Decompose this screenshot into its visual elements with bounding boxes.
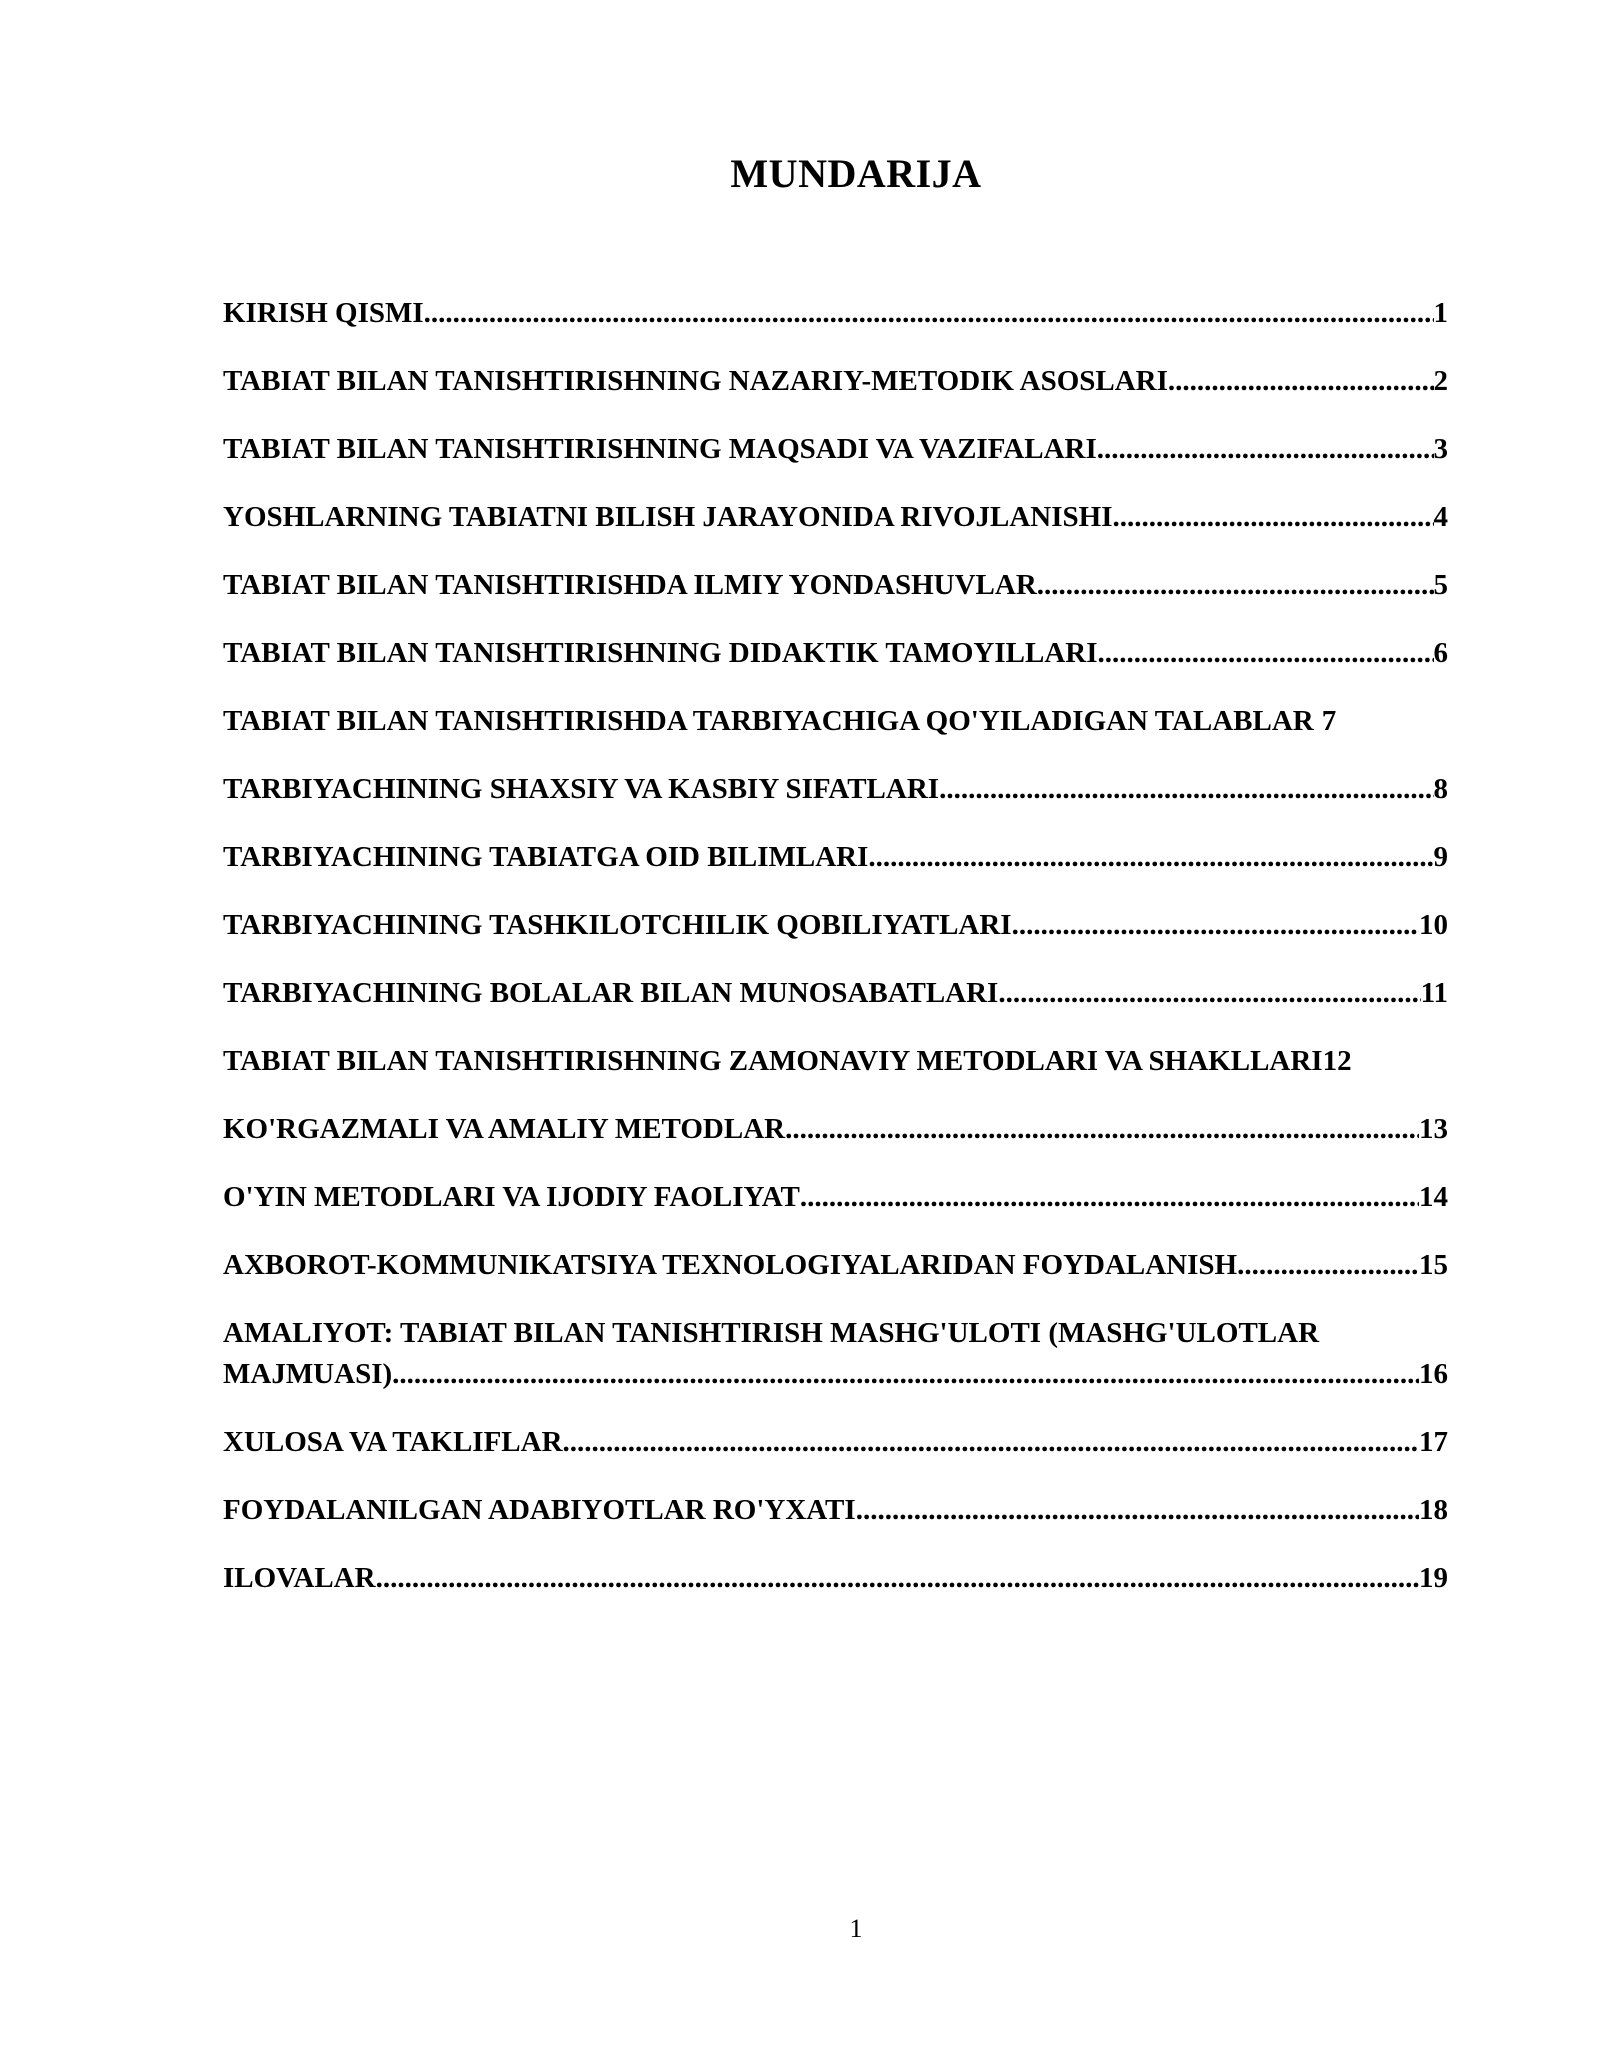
toc-entry[interactable] (223, 1109, 1448, 1150)
toc-entry[interactable] (223, 905, 1448, 946)
toc-leader-dots (868, 837, 1433, 878)
toc-leader-dots (1037, 565, 1434, 606)
toc-entry-page: 7 (1321, 705, 1337, 737)
table-of-contents (223, 293, 1448, 1626)
toc-leader-dots (392, 1354, 1419, 1395)
toc-entry-label: XULOSA VA TAKLIFLAR (223, 1426, 563, 1458)
toc-leader-dots (1097, 429, 1434, 470)
toc-entry-label-continued: MAJMUASI) (223, 1358, 393, 1390)
toc-leader-dots (1012, 905, 1419, 946)
toc-entry-page: 15 (1419, 1249, 1448, 1281)
toc-entry[interactable] (223, 1558, 1448, 1599)
toc-entry-label: TARBIYACHINING TABIATGA OID BILIMLARI (223, 841, 869, 873)
toc-entry-page: 18 (1419, 1494, 1448, 1526)
page-number: 1 (849, 1914, 863, 1943)
toc-entry-page: 4 (1433, 501, 1448, 533)
toc-leader-dots (785, 1109, 1419, 1150)
toc-entry-page: 5 (1433, 569, 1448, 601)
toc-entry[interactable] (223, 973, 1448, 1014)
toc-leader-dots (1237, 1245, 1419, 1286)
toc-entry-label: KO'RGAZMALI VA AMALIY METODLAR (223, 1113, 786, 1145)
toc-entry-page: 11 (1420, 977, 1448, 1009)
toc-entry-label: TABIAT BILAN TANISHTIRISHNING MAQSADI VA VAZIFALARI (223, 433, 1097, 465)
toc-entry-continuation (223, 1354, 1448, 1395)
toc-leader-dots (1168, 361, 1434, 402)
toc-entry-page: 6 (1433, 637, 1448, 669)
toc-entry-label: O'YIN METODLARI VA IJODIY FAOLIYAT (223, 1181, 800, 1213)
toc-entry[interactable] (223, 1490, 1448, 1531)
toc-entry-label: TABIAT BILAN TANISHTIRISHNING DIDAKTIK TAMOYILLARI (223, 637, 1098, 669)
toc-leader-dots (376, 1558, 1419, 1599)
toc-entry[interactable] (223, 1041, 1448, 1082)
toc-entry[interactable] (223, 293, 1448, 334)
toc-entry-label: AXBOROT-KOMMUNIKATSIYA TEXNOLOGIYALARIDAN FOYDALANISH (223, 1249, 1238, 1281)
toc-entry[interactable] (223, 837, 1448, 878)
toc-leader-dots (1098, 633, 1434, 674)
toc-leader-dots (563, 1422, 1419, 1463)
toc-entry-page: 12 (1322, 1045, 1352, 1077)
toc-entry[interactable] (223, 633, 1448, 674)
toc-entry-label: TABIAT BILAN TANISHTIRISHNING NAZARIY-METODIK ASOSLARI (223, 365, 1168, 397)
toc-entry-label: KIRISH QISMI (223, 297, 424, 329)
page-title: MUNDARIJA (730, 151, 982, 196)
toc-leader-dots (856, 1490, 1419, 1531)
toc-entry[interactable] (223, 701, 1448, 742)
toc-entry-page: 1 (1433, 297, 1448, 329)
toc-entry-page: 19 (1419, 1562, 1448, 1594)
toc-entry-label: TABIAT BILAN TANISHTIRISHDA ILMIY YONDASHUVLAR (223, 569, 1037, 601)
toc-entry-label: TABIAT BILAN TANISHTIRISHDA TARBIYACHIGA QO'YILADIGAN TALABLAR (223, 705, 1314, 737)
toc-entry-label: TARBIYACHINING SHAXSIY VA KASBIY SIFATLARI (223, 773, 940, 805)
toc-entry[interactable] (223, 429, 1448, 470)
toc-entry-page: 8 (1433, 773, 1448, 805)
toc-leader-dots (1113, 497, 1434, 538)
toc-entry[interactable] (223, 565, 1448, 606)
toc-leader-dots (800, 1177, 1419, 1218)
toc-entry-page: 2 (1433, 365, 1448, 397)
toc-entry[interactable] (223, 1313, 1448, 1395)
toc-entry-label: TABIAT BILAN TANISHTIRISHNING ZAMONAVIY METODLARI VA SHAKLLARI (223, 1045, 1323, 1077)
toc-entry-page: 10 (1419, 909, 1448, 941)
toc-entry-page: 16 (1419, 1358, 1448, 1390)
toc-entry-label: FOYDALANILGAN ADABIYOTLAR RO'YXATI (223, 1494, 856, 1526)
toc-entry-label: AMALIYOT: TABIAT BILAN TANISHTIRISH MASHG'ULOTI (MASHG'ULOTLAR (223, 1317, 1320, 1349)
toc-entry-label: ILOVALAR (223, 1562, 376, 1594)
toc-leader-dots (424, 293, 1434, 334)
toc-entry-page: 13 (1419, 1113, 1448, 1145)
toc-entry[interactable] (223, 1422, 1448, 1463)
toc-entry[interactable] (223, 361, 1448, 402)
toc-leader-dots (939, 769, 1433, 810)
toc-entry-page: 17 (1419, 1426, 1448, 1458)
toc-entry[interactable] (223, 1245, 1448, 1286)
toc-leader-dots (998, 973, 1420, 1014)
toc-entry-label: YOSHLARNING TABIATNI BILISH JARAYONIDA RIVOJLANISHI (223, 501, 1113, 533)
toc-entry-page: 14 (1419, 1181, 1448, 1213)
toc-entry-label: TARBIYACHINING TASHKILOTCHILIK QOBILIYATLARI (223, 909, 1012, 941)
toc-entry[interactable] (223, 769, 1448, 810)
toc-entry[interactable] (223, 497, 1448, 538)
toc-entry[interactable] (223, 1177, 1448, 1218)
toc-entry-page: 3 (1433, 433, 1448, 465)
toc-entry-label: TARBIYACHINING BOLALAR BILAN MUNOSABATLARI (223, 977, 999, 1009)
toc-entry-page: 9 (1433, 841, 1448, 873)
